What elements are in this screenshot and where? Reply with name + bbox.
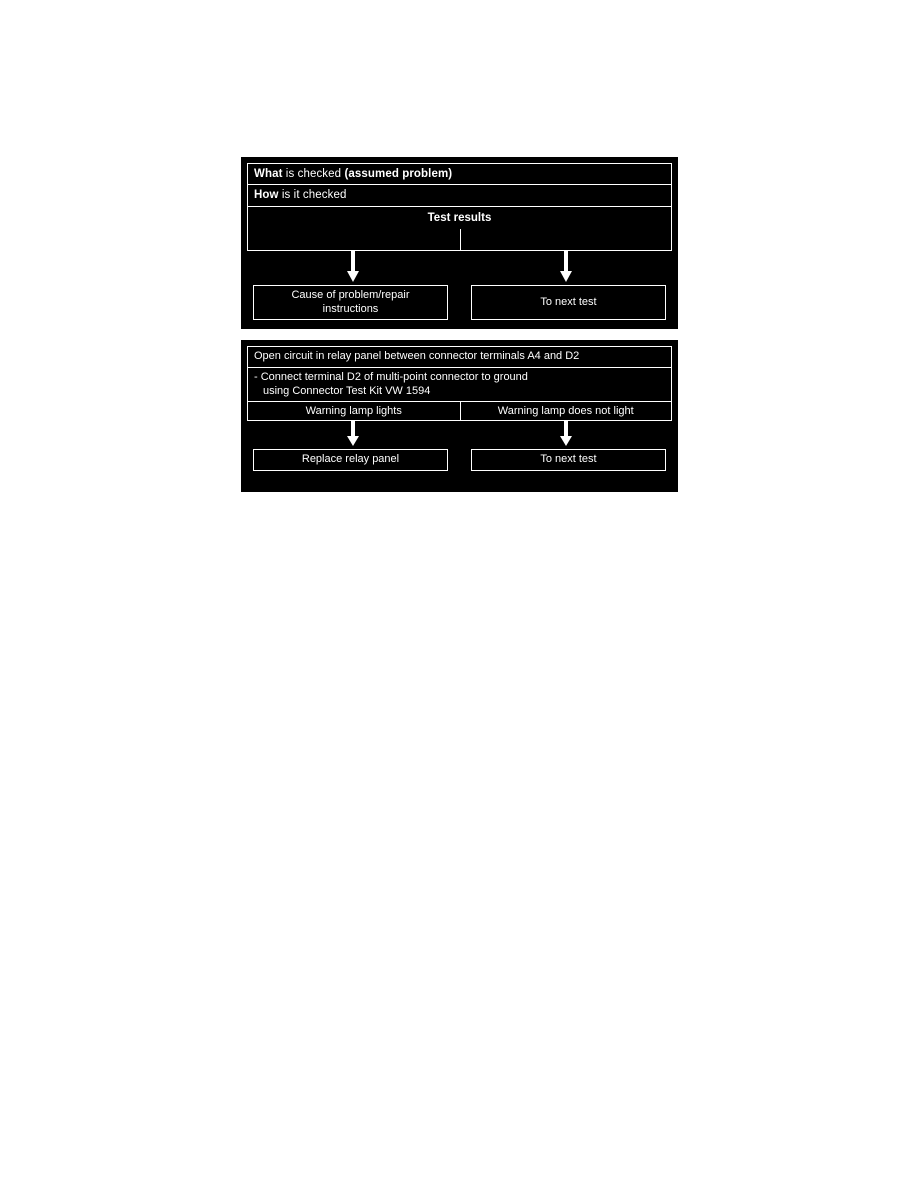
- example-how-is-it-checked-row: [247, 368, 672, 403]
- arrow-head: [560, 436, 572, 446]
- template-test-results-label: Test results: [427, 211, 492, 224]
- template-assumed-problem-text: (assumed problem): [344, 168, 453, 180]
- arrow-head: [347, 271, 359, 282]
- arrow-head: [347, 436, 359, 446]
- example-outcome-left-label: Replace relay panel: [301, 453, 400, 466]
- example-outcome-left-box: [253, 449, 448, 471]
- template-outcome-left-box: [253, 285, 448, 321]
- example-what-is-checked-text: Open circuit in relay panel between connector terminals A4 and D2: [254, 350, 580, 362]
- example-arrows-group: [247, 421, 672, 449]
- template-results-divider: [460, 229, 461, 250]
- arrow-down-icon-left: [347, 421, 359, 447]
- arrow-head: [560, 271, 572, 282]
- template-how-keyword: How: [254, 189, 279, 202]
- example-outcome-right-box: [471, 449, 666, 471]
- template-outcome-left-line2: instructions: [322, 302, 379, 315]
- example-how-line2: using Connector Test Kit VW 1594: [263, 384, 431, 397]
- example-outcomes-group: [247, 449, 672, 471]
- example-how-line1: - Connect terminal D2 of multi-point connector to ground: [254, 370, 528, 383]
- arrow-down-icon-right: [560, 421, 572, 447]
- example-result-right-cell: Warning lamp does not light: [460, 402, 672, 420]
- template-how-text: is it checked: [278, 189, 347, 202]
- arrow-shaft: [564, 251, 568, 273]
- example-outcome-right-label: To next test: [540, 453, 597, 466]
- template-what-is-checked-row: [247, 163, 672, 185]
- template-arrows-group: [247, 251, 672, 285]
- template-what-text: is checked: [282, 168, 345, 180]
- arrow-down-icon-left: [347, 251, 359, 283]
- template-what-keyword: What: [254, 168, 283, 180]
- arrow-shaft: [351, 251, 355, 273]
- template-outcome-right-box: [471, 285, 666, 321]
- template-outcomes-group: [247, 285, 672, 321]
- template-outcome-right-label: To next test: [540, 295, 597, 308]
- example-what-is-checked-row: [247, 346, 672, 368]
- template-test-results-row: [247, 207, 672, 251]
- example-result-left-cell: Warning lamp lights: [305, 405, 402, 418]
- template-how-is-it-checked-row: [247, 185, 672, 206]
- arrow-down-icon-right: [560, 251, 572, 283]
- test-table-example-diagram: [241, 340, 678, 492]
- test-table-template-diagram: [241, 157, 678, 329]
- example-test-results-row: [247, 402, 672, 421]
- template-outcome-left-line1: Cause of problem/repair: [291, 288, 410, 301]
